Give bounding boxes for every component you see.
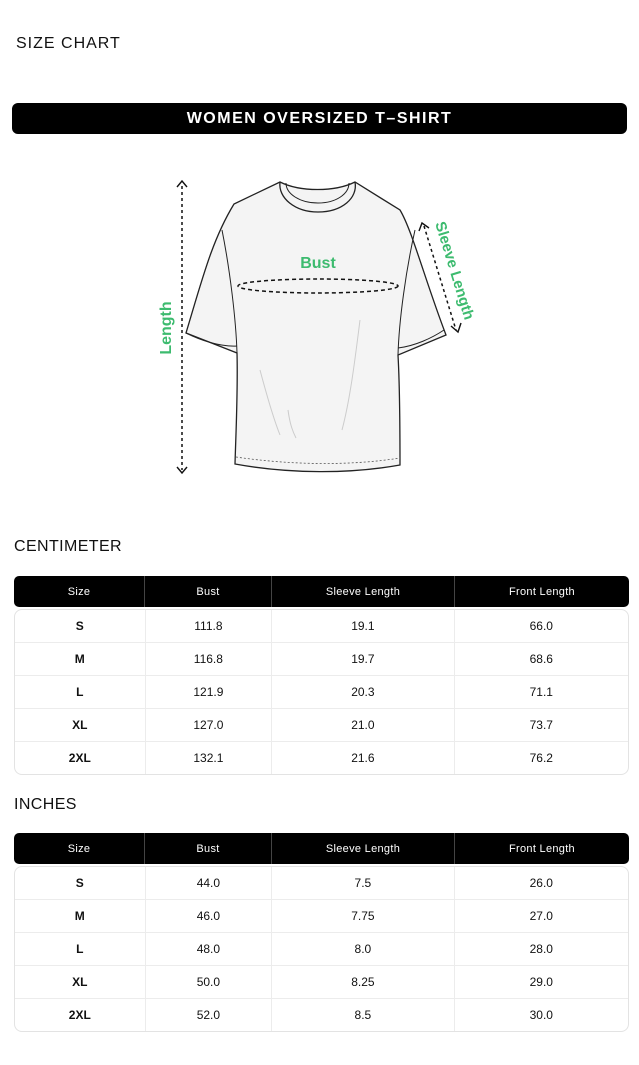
table-row — [15, 708, 628, 741]
inches-title: INCHES — [14, 796, 77, 813]
size-cell: S — [75, 619, 84, 633]
front-length-cell: 30.0 — [454, 999, 628, 1031]
bust-cell: 111.8 — [145, 610, 272, 642]
size-cell: 2XL — [68, 751, 91, 765]
table-header — [14, 576, 629, 607]
header-sleeve-length: Sleeve Length — [271, 576, 454, 607]
length-label: Length — [158, 301, 175, 355]
header-bust: Bust — [144, 576, 271, 607]
inches-table — [14, 833, 629, 1032]
bust-cell: 132.1 — [145, 742, 272, 774]
sleeve-cell: 19.7 — [271, 643, 453, 675]
header-front-length: Front Length — [454, 576, 629, 607]
centimeter-table — [14, 576, 629, 775]
front-length-cell: 29.0 — [454, 966, 628, 998]
size-cell: M — [74, 909, 85, 923]
sleeve-cell: 20.3 — [271, 676, 453, 708]
table-row — [15, 741, 628, 774]
front-length-cell: 71.1 — [454, 676, 628, 708]
bust-cell: 50.0 — [145, 966, 272, 998]
front-length-cell: 73.7 — [454, 709, 628, 741]
bust-cell: 52.0 — [145, 999, 272, 1031]
sleeve-cell: 21.0 — [271, 709, 453, 741]
bust-label: Bust — [300, 255, 336, 272]
table-row — [15, 867, 628, 899]
table-row — [15, 675, 628, 708]
size-cell: 2XL — [68, 1008, 91, 1022]
header-front-length: Front Length — [454, 833, 629, 864]
sleeve-cell: 8.0 — [271, 933, 453, 965]
table-row — [15, 642, 628, 675]
sleeve-cell: 8.25 — [271, 966, 453, 998]
tshirt-measurement-diagram — [150, 170, 490, 485]
bust-cell: 44.0 — [145, 867, 272, 899]
bust-cell: 46.0 — [145, 900, 272, 932]
size-cell: XL — [72, 718, 88, 732]
front-length-cell: 76.2 — [454, 742, 628, 774]
table-header — [14, 833, 629, 864]
sleeve-cell: 7.5 — [271, 867, 453, 899]
front-length-cell: 66.0 — [454, 610, 628, 642]
front-length-cell: 28.0 — [454, 933, 628, 965]
table-row — [15, 965, 628, 998]
front-length-cell: 26.0 — [454, 867, 628, 899]
header-size: Size — [67, 585, 91, 598]
table-row — [15, 899, 628, 932]
table-row — [15, 610, 628, 642]
bust-cell: 116.8 — [145, 643, 272, 675]
front-length-cell: 27.0 — [454, 900, 628, 932]
bust-cell: 127.0 — [145, 709, 272, 741]
header-sleeve-length: Sleeve Length — [271, 833, 454, 864]
size-cell: XL — [72, 975, 88, 989]
table-body — [14, 866, 629, 1032]
page-title: SIZE CHART — [16, 35, 121, 52]
front-length-cell: 68.6 — [454, 643, 628, 675]
sleeve-cell: 19.1 — [271, 610, 453, 642]
sleeve-cell: 7.75 — [271, 900, 453, 932]
header-bust: Bust — [144, 833, 271, 864]
table-row — [15, 998, 628, 1031]
size-cell: M — [74, 652, 85, 666]
tshirt-outline-icon — [186, 182, 446, 472]
arrow-down-icon — [451, 323, 461, 332]
table-row — [15, 932, 628, 965]
product-banner — [12, 103, 627, 134]
sleeve-cell: 8.5 — [271, 999, 453, 1031]
sleeve-length-label: Sleeve Length — [431, 219, 478, 322]
size-cell: S — [75, 876, 84, 890]
size-cell: L — [76, 685, 84, 699]
centimeter-title: CENTIMETER — [14, 538, 122, 555]
bust-cell: 121.9 — [145, 676, 272, 708]
sleeve-cell: 21.6 — [271, 742, 453, 774]
header-size: Size — [67, 842, 91, 855]
table-body — [14, 609, 629, 775]
size-cell: L — [76, 942, 84, 956]
banner-title: WOMEN OVERSIZED T–SHIRT — [186, 109, 453, 127]
bust-cell: 48.0 — [145, 933, 272, 965]
